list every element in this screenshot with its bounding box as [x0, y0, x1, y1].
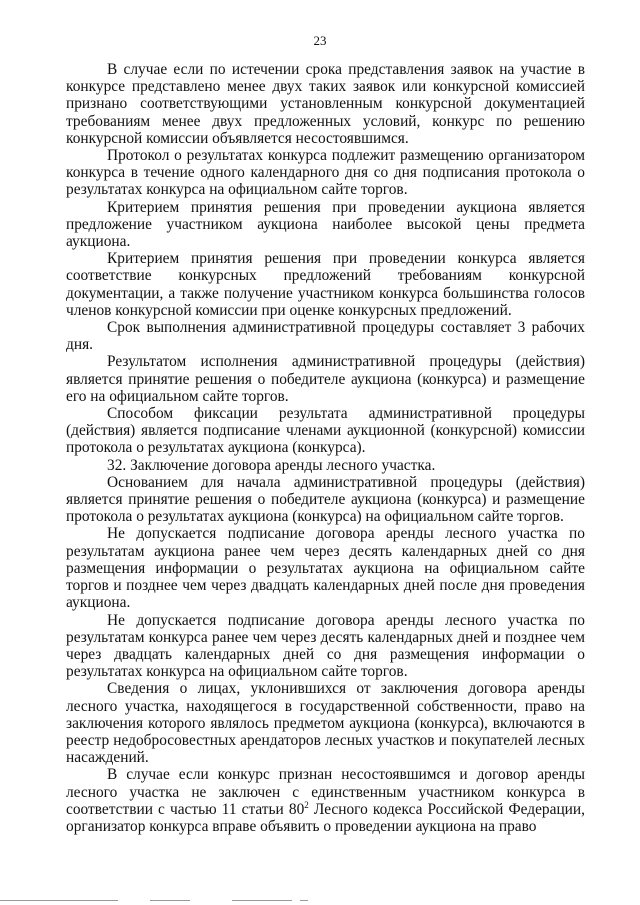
paragraph-10: Не допускается подписание договора аренды лесного участка по результатам аукциона ранее чем через десять календарных дней со дня размещения информации о результатах аукциона на официальном сайте торгов и позднее чем через двадцать календарных дней после дня проведения аукциона. — [66, 525, 585, 612]
paragraph-13 — [66, 766, 585, 835]
superscript: 2 — [304, 799, 309, 810]
paragraph-7: Способом фиксации результата административной процедуры (действия) является подписание членами аукционной (конкурсной) комиссии протокола о результатах аукциона (конкурса). — [66, 405, 585, 457]
paragraph-4: Критерием принятия решения при проведении конкурса является соответствие конкурсных предложений требованиям конкурсной документации, а также получение участником конкурса большинства голосов членов конкурсной комиссии при оценке конкурсных предложений. — [66, 250, 585, 319]
paragraph-13-text-b: Лесного кодекса Российской Федерации, организатор конкурса вправе объявить о проведении аукциона на право — [66, 800, 585, 835]
scan-edge-artifact — [0, 897, 640, 905]
section-heading-32: 32. Заключение договора аренды лесного участка. — [107, 456, 436, 474]
paragraph-5: Срок выполнения административной процедуры составляет 3 рабочих дня. — [66, 319, 585, 354]
paragraph-6: Результатом исполнения административной процедуры (действия) является принятие решения о победителе аукциона (конкурса) и размещение его на официальном сайте торгов. — [66, 353, 585, 405]
page-number: 23 — [313, 33, 327, 48]
paragraph-13-text-a: В случае если конкурс признан несостоявшимся и договор аренды лесного участка не заключен с единственным участником конкурса в соответствии с частью 11 статьи 80 — [66, 766, 585, 818]
paragraph-9: Основанием для начала административной процедуры (действия) является принятие решения о победителе аукциона (конкурса) и размещение протокола о результатах аукциона (конкурса) на официальном сайте торгов. — [66, 473, 585, 526]
paragraph-12: Сведения о лицах, уклонившихся от заключения договора аренды лесного участка, находящегося в государственной собственности, право на заключения которого являлось предметом аукциона (конкурса), включаются в реестр недобросовестных арендаторов лесных участков и покупателей лесных насаждений. — [66, 680, 585, 767]
paragraph-1: В случае если по истечении срока представления заявок на участие в конкурсе представлено менее двух таких заявок или конкурсной комиссией признано соответствующими установленным конкурсной документацией требованиям менее двух предложенных условий, конкурс по решению конкурсной комиссии объявляется несостоявшимся. — [66, 61, 585, 147]
paragraph-2: Протокол о результатах конкурса подлежит размещению организатором конкурса в течение одного календарного дня со дня подписания протокола о результатах конкурса на официальном сайте торгов. — [66, 147, 585, 199]
paragraph-11: Не допускается подписание договора аренды лесного участка по результатам конкурса ранее чем через десять календарных дней и позднее чем через двадцать календарных дней со дня размещения информации о результатах конкурса на официальном сайте торгов. — [66, 611, 585, 681]
document-body — [66, 61, 585, 835]
paragraph-3: Критерием принятия решения при проведении аукциона является предложение участником аукциона наиболее высокой цены предмета аукциона. — [66, 198, 585, 251]
